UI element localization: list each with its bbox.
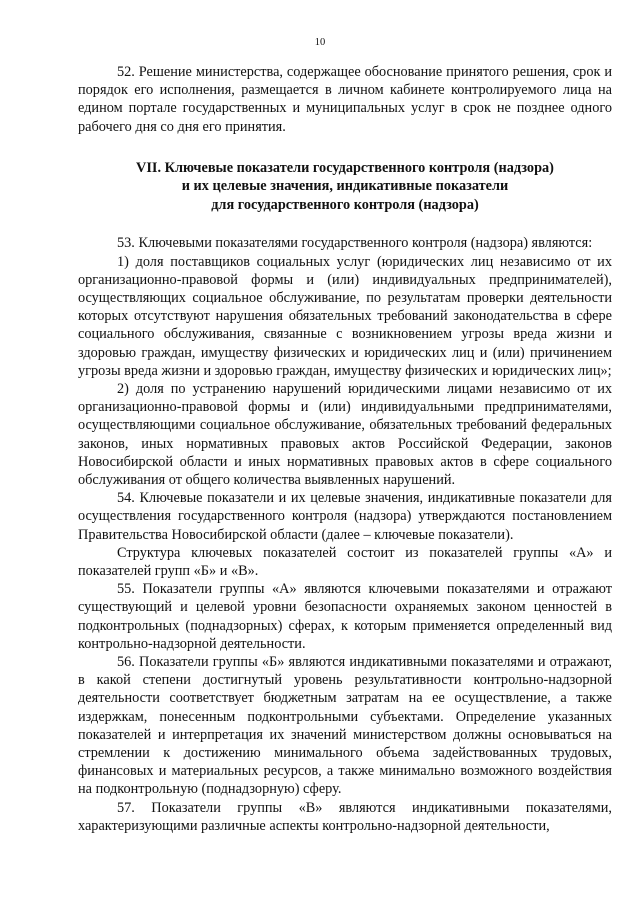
- paragraph-57: 57. Показатели группы «В» являются индикативными показателями, характеризующими различные аспекты контрольно-надзорной деятельности,: [78, 799, 612, 834]
- paragraph-53: 53. Ключевыми показателями государственного контроля (надзора) являются:: [117, 235, 593, 252]
- section-heading: [78, 159, 612, 215]
- paragraph-55: 55. Показатели группы «А» являются ключевыми показателями и отражают существующий и целевой уровни безопасности охраняемых законом ценностей в подконтрольных (поднадзорных) сферах, к которым применяется определенный вид контрольно-надзорной деятельности.: [78, 581, 612, 652]
- section-heading-line-2: и их целевые значения, индикативные показатели: [181, 178, 509, 195]
- document-body: [78, 63, 612, 835]
- section-heading-line-1: VII. Ключевые показатели государственного контроля (надзора): [136, 159, 554, 176]
- paragraph-54: 54. Ключевые показатели и их целевые значения, индикативные показатели для осуществления государственного контроля (надзора) утверждаются постановлением Правительства Новосибирской области (далее – ключевые показатели).: [78, 490, 612, 543]
- page-number: 10: [314, 37, 326, 48]
- paragraph-52: 52. Решение министерства, содержащее обоснование принятого решения, срок и порядок его исполнения, размещается в личном кабинете контролируемого лица на едином портале государственных и муниципальных услуг в срок не позднее одного рабочего дня со дня его принятия.: [78, 64, 612, 135]
- paragraph-53-item-2: 2) доля по устранению нарушений юридическими лицами независимо от их организационно-правовой формы и (или) индивидуальными предпринимателями, осуществляющими социальное обслуживание, обязательных требований федеральных законов, иных нормативных правовых актов Российской Федерации, законов Новосибирской области и иных нормативных правовых актов в сфере социального обслуживания от общего количества выявленных нарушений.: [78, 380, 612, 488]
- section-heading-line-3: для государственного контроля (надзора): [211, 196, 479, 213]
- paragraph-53-item-1: 1) доля поставщиков социальных услуг (юридических лиц независимо от их организационно-правовой формы и (или) индивидуальных предпринимателей), осуществляющих социальное обслуживание, по результатам проверки деятельности которых отсутствуют нарушения обязательных требований законодательства в сфере социального обслуживания, связанные с возникновением угрозы вреда жизни и здоровью граждан, имуществу физических и юридических лиц и (или) причинением угрозы вреда жизни и здоровью граждан, имуществу физических и юридических лиц»;: [78, 253, 612, 379]
- paragraph-56: 56. Показатели группы «Б» являются индикативными показателями и отражают, в какой степени достигнутый уровень результативности контрольно-надзорной деятельности соответствует бюджетным затратам на ее осуществление, а также издержкам, понесенным подконтрольными субъектами. Определение указанных показателей и интерпретация их значений министерством должны основываться на стремлении к достижению минимального объема задействованных трудовых, финансовых и материальных ресурсов, а также минимально возможного воздействия на подконтрольную (поднадзорную) сферу.: [78, 653, 612, 798]
- paragraph-structure: Структура ключевых показателей состоит из показателей группы «А» и показателей групп «Б» и «В».: [78, 544, 612, 579]
